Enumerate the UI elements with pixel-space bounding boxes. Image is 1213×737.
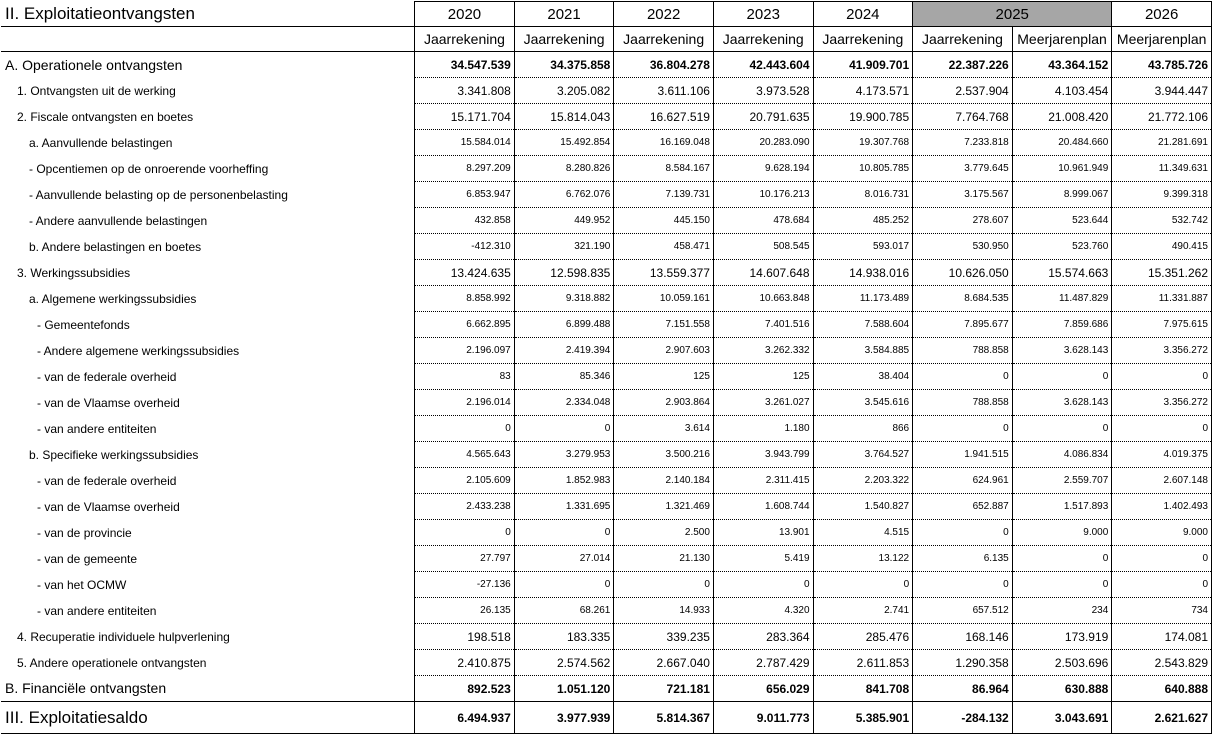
cell-value: 1.941.515: [913, 442, 1013, 468]
table-row: [1, 546, 1212, 572]
cell-value: 34.375.858: [514, 52, 614, 78]
cell-value: 490.415: [1112, 234, 1212, 260]
cell-value: 9.628.194: [713, 156, 813, 182]
cell-value: 2.500: [614, 520, 714, 546]
cell-value: 734: [1112, 598, 1212, 624]
cell-value: 6.662.895: [415, 312, 515, 338]
cell-value: 2.410.875: [415, 650, 515, 676]
cell-value: 3.977.939: [514, 702, 614, 734]
year-2022: 2022: [614, 2, 714, 27]
cell-value: 432.858: [415, 208, 515, 234]
cell-value: 0: [514, 572, 614, 598]
cell-value: 0: [415, 520, 515, 546]
cell-value: 10.626.050: [913, 260, 1013, 286]
cell-value: 6.762.076: [514, 182, 614, 208]
cell-value: 11.487.829: [1012, 286, 1112, 312]
cell-value: -27.136: [415, 572, 515, 598]
cell-value: 321.190: [514, 234, 614, 260]
table-row: [1, 416, 1212, 442]
cell-value: 3.973.528: [713, 78, 813, 104]
cell-value: 8.280.826: [514, 156, 614, 182]
cell-value: 10.961.949: [1012, 156, 1112, 182]
cell-value: 3.500.216: [614, 442, 714, 468]
cell-value: 0: [1012, 364, 1112, 390]
cell-value: 11.331.887: [1112, 286, 1212, 312]
cell-value: 9.000: [1012, 520, 1112, 546]
cell-value: 656.029: [713, 676, 813, 702]
row-label: - Aanvullende belasting op de personenbelasting: [29, 187, 288, 202]
cell-value: 183.335: [514, 624, 614, 650]
cell-value: 11.173.489: [813, 286, 913, 312]
cell-value: 1.290.358: [913, 650, 1013, 676]
cell-value: 0: [813, 572, 913, 598]
cell-value: 4.019.375: [1112, 442, 1212, 468]
cell-value: 16.627.519: [614, 104, 714, 130]
cell-value: 3.779.645: [913, 156, 1013, 182]
cell-value: 15.492.854: [514, 130, 614, 156]
cell-value: 15.171.704: [415, 104, 515, 130]
cell-value: 2.433.238: [415, 494, 515, 520]
cell-value: 2.607.148: [1112, 468, 1212, 494]
cell-value: 20.791.635: [713, 104, 813, 130]
cell-value: 2.203.322: [813, 468, 913, 494]
cell-value: 36.804.278: [614, 52, 714, 78]
cell-value: 2.419.394: [514, 338, 614, 364]
column-type: Jaarrekening: [713, 27, 813, 52]
cell-value: 788.858: [913, 390, 1013, 416]
cell-value: 530.950: [913, 234, 1013, 260]
cell-value: 7.764.768: [913, 104, 1013, 130]
cell-value: 2.903.864: [614, 390, 714, 416]
cell-value: 2.621.627: [1112, 702, 1212, 734]
cell-value: 0: [913, 520, 1013, 546]
cell-value: 458.471: [614, 234, 714, 260]
cell-value: 339.235: [614, 624, 714, 650]
cell-value: 1.402.493: [1112, 494, 1212, 520]
cell-value: 2.311.415: [713, 468, 813, 494]
row-label: - Andere algemene werkingssubsidies: [37, 343, 240, 358]
row-label: 5. Andere operationele ontvangsten: [17, 655, 207, 670]
cell-value: -284.132: [913, 702, 1013, 734]
cell-value: 2.140.184: [614, 468, 714, 494]
cell-value: 9.318.882: [514, 286, 614, 312]
table-row: [1, 234, 1212, 260]
cell-value: 7.588.604: [813, 312, 913, 338]
row-label: III. Exploitatiesaldo: [1, 702, 415, 734]
cell-value: 841.708: [813, 676, 913, 702]
table-row: [1, 572, 1212, 598]
cell-value: 2.543.829: [1112, 650, 1212, 676]
row-label: - van de gemeente: [37, 551, 138, 566]
table-row: [1, 52, 1212, 78]
cell-value: 19.900.785: [813, 104, 913, 130]
cell-value: 640.888: [1112, 676, 1212, 702]
cell-value: 7.401.516: [713, 312, 813, 338]
cell-value: 3.279.953: [514, 442, 614, 468]
cell-value: 2.667.040: [614, 650, 714, 676]
cell-value: 3.614: [614, 416, 714, 442]
table-row: [1, 364, 1212, 390]
cell-value: 0: [1112, 572, 1212, 598]
cell-value: 21.281.691: [1112, 130, 1212, 156]
cell-value: 21.772.106: [1112, 104, 1212, 130]
cell-value: 0: [415, 416, 515, 442]
cell-value: 285.476: [813, 624, 913, 650]
cell-value: 7.975.615: [1112, 312, 1212, 338]
cell-value: 13.559.377: [614, 260, 714, 286]
cell-value: 7.139.731: [614, 182, 714, 208]
exploitatie-table: [1, 1, 1212, 734]
cell-value: -412.310: [415, 234, 515, 260]
cell-value: 4.565.643: [415, 442, 515, 468]
cell-value: 8.858.992: [415, 286, 515, 312]
cell-value: 21.008.420: [1012, 104, 1112, 130]
row-label: - van andere entiteiten: [37, 421, 157, 436]
table-row: [1, 650, 1212, 676]
cell-value: 15.574.663: [1012, 260, 1112, 286]
cell-value: 0: [913, 364, 1013, 390]
cell-value: 624.961: [913, 468, 1013, 494]
cell-value: 10.176.213: [713, 182, 813, 208]
cell-value: 14.938.016: [813, 260, 913, 286]
table-row: [1, 104, 1212, 130]
cell-value: 3.628.143: [1012, 338, 1112, 364]
cell-value: 485.252: [813, 208, 913, 234]
cell-value: 3.944.447: [1112, 78, 1212, 104]
row-label: B. Financiële ontvangsten: [5, 680, 167, 697]
cell-value: 2.907.603: [614, 338, 714, 364]
cell-value: 86.964: [913, 676, 1013, 702]
header-blank: [1, 27, 415, 52]
cell-value: 15.814.043: [514, 104, 614, 130]
cell-value: 10.059.161: [614, 286, 714, 312]
cell-value: 10.663.848: [713, 286, 813, 312]
row-label: 1. Ontvangsten uit de werking: [17, 83, 176, 98]
cell-value: 0: [1112, 416, 1212, 442]
cell-value: 5.814.367: [614, 702, 714, 734]
cell-value: 8.999.067: [1012, 182, 1112, 208]
cell-value: 0: [1112, 364, 1212, 390]
cell-value: 27.797: [415, 546, 515, 572]
row-label: - Gemeentefonds: [37, 317, 130, 332]
cell-value: 14.607.648: [713, 260, 813, 286]
cell-value: 866: [813, 416, 913, 442]
table-row: [1, 182, 1212, 208]
cell-value: 3.628.143: [1012, 390, 1112, 416]
cell-value: 3.584.885: [813, 338, 913, 364]
cell-value: 125: [713, 364, 813, 390]
cell-value: 3.611.106: [614, 78, 714, 104]
cell-value: 3.356.272: [1112, 390, 1212, 416]
cell-value: 4.103.454: [1012, 78, 1112, 104]
cell-value: 9.000: [1112, 520, 1212, 546]
row-label: - Andere aanvullende belastingen: [29, 213, 208, 228]
cell-value: 1.540.827: [813, 494, 913, 520]
cell-value: 43.785.726: [1112, 52, 1212, 78]
cell-value: 198.518: [415, 624, 515, 650]
table-row: [1, 312, 1212, 338]
cell-value: 168.146: [913, 624, 1013, 650]
header-years-row: [1, 2, 1212, 27]
cell-value: 0: [1012, 572, 1112, 598]
cell-value: 0: [713, 572, 813, 598]
cell-value: 4.173.571: [813, 78, 913, 104]
cell-value: 6.494.937: [415, 702, 515, 734]
cell-value: 652.887: [913, 494, 1013, 520]
cell-value: 4.086.834: [1012, 442, 1112, 468]
cell-value: 9.399.318: [1112, 182, 1212, 208]
cell-value: 0: [1112, 546, 1212, 572]
cell-value: 8.584.167: [614, 156, 714, 182]
row-label: - van de Vlaamse overheid: [37, 395, 180, 410]
cell-value: 2.334.048: [514, 390, 614, 416]
cell-value: 2.503.696: [1012, 650, 1112, 676]
cell-value: 3.545.616: [813, 390, 913, 416]
row-label: - van andere entiteiten: [37, 603, 157, 618]
cell-value: 892.523: [415, 676, 515, 702]
cell-value: 3.261.027: [713, 390, 813, 416]
row-label: - van de Vlaamse overheid: [37, 499, 180, 514]
row-label: b. Specifieke werkingssubsidies: [29, 447, 199, 462]
cell-value: 2.611.853: [813, 650, 913, 676]
cell-value: 0: [1012, 546, 1112, 572]
cell-value: 2.787.429: [713, 650, 813, 676]
cell-value: 6.853.947: [415, 182, 515, 208]
cell-value: 43.364.152: [1012, 52, 1112, 78]
cell-value: 532.742: [1112, 208, 1212, 234]
cell-value: 16.169.048: [614, 130, 714, 156]
row-label: 2. Fiscale ontvangsten en boetes: [17, 109, 194, 124]
table-row: [1, 208, 1212, 234]
row-label: 3. Werkingssubsidies: [17, 265, 131, 280]
table-row: [1, 468, 1212, 494]
cell-value: 283.364: [713, 624, 813, 650]
table-row: [1, 78, 1212, 104]
cell-value: 593.017: [813, 234, 913, 260]
table-row: [1, 260, 1212, 286]
cell-value: 234: [1012, 598, 1112, 624]
cell-value: 19.307.768: [813, 130, 913, 156]
cell-value: 278.607: [913, 208, 1013, 234]
year-2023: 2023: [713, 2, 813, 27]
cell-value: 20.283.090: [713, 130, 813, 156]
cell-value: 0: [913, 572, 1013, 598]
table-row: [1, 520, 1212, 546]
cell-value: 1.051.120: [514, 676, 614, 702]
cell-value: 83: [415, 364, 515, 390]
column-type: Meerjarenplan: [1112, 27, 1212, 52]
cell-value: 27.014: [514, 546, 614, 572]
cell-value: 11.349.631: [1112, 156, 1212, 182]
cell-value: 85.346: [514, 364, 614, 390]
table-row: [1, 442, 1212, 468]
cell-value: 3.764.527: [813, 442, 913, 468]
column-type: Jaarrekening: [913, 27, 1013, 52]
cell-value: 721.181: [614, 676, 714, 702]
table-row: [1, 598, 1212, 624]
cell-value: 2.741: [813, 598, 913, 624]
cell-value: 7.895.677: [913, 312, 1013, 338]
cell-value: 8.684.535: [913, 286, 1013, 312]
year-2024: 2024: [813, 2, 913, 27]
cell-value: 68.261: [514, 598, 614, 624]
row-label: a. Algemene werkingssubsidies: [29, 291, 197, 306]
cell-value: 1.517.893: [1012, 494, 1112, 520]
cell-value: 1.852.983: [514, 468, 614, 494]
table-title: II. Exploitatieontvangsten: [1, 2, 415, 27]
table-row: [1, 702, 1212, 734]
cell-value: 445.150: [614, 208, 714, 234]
cell-value: 3.356.272: [1112, 338, 1212, 364]
cell-value: 2.196.097: [415, 338, 515, 364]
row-label: - Opcentiemen op de onroerende voorheffing: [29, 161, 269, 176]
column-type: Jaarrekening: [514, 27, 614, 52]
column-type: Jaarrekening: [415, 27, 515, 52]
row-label: a. Aanvullende belastingen: [29, 135, 173, 150]
row-label: - van de federale overheid: [37, 369, 177, 384]
cell-value: 3.175.567: [913, 182, 1013, 208]
cell-value: 449.952: [514, 208, 614, 234]
cell-value: 5.385.901: [813, 702, 913, 734]
cell-value: 657.512: [913, 598, 1013, 624]
cell-value: 7.233.818: [913, 130, 1013, 156]
cell-value: 8.297.209: [415, 156, 515, 182]
header-types-row: [1, 27, 1212, 52]
table-row: [1, 624, 1212, 650]
cell-value: 34.547.539: [415, 52, 515, 78]
cell-value: 1.608.744: [713, 494, 813, 520]
row-label: - van de federale overheid: [37, 473, 177, 488]
cell-value: 4.320: [713, 598, 813, 624]
cell-value: 125: [614, 364, 714, 390]
row-label: 4. Recuperatie individuele hulpverlening: [17, 629, 230, 644]
cell-value: 2.537.904: [913, 78, 1013, 104]
cell-value: 14.933: [614, 598, 714, 624]
row-label: - van het OCMW: [37, 577, 127, 592]
cell-value: 3.262.332: [713, 338, 813, 364]
cell-value: 13.424.635: [415, 260, 515, 286]
cell-value: 1.321.469: [614, 494, 714, 520]
cell-value: 12.598.835: [514, 260, 614, 286]
cell-value: 1.180: [713, 416, 813, 442]
cell-value: 788.858: [913, 338, 1013, 364]
cell-value: 0: [514, 520, 614, 546]
cell-value: 0: [1012, 416, 1112, 442]
table-row: [1, 494, 1212, 520]
table-row: [1, 338, 1212, 364]
cell-value: 38.404: [813, 364, 913, 390]
cell-value: 0: [514, 416, 614, 442]
cell-value: 10.805.785: [813, 156, 913, 182]
cell-value: 22.387.226: [913, 52, 1013, 78]
cell-value: 3.943.799: [713, 442, 813, 468]
cell-value: 0: [913, 416, 1013, 442]
cell-value: 2.559.707: [1012, 468, 1112, 494]
year-2026: 2026: [1112, 2, 1212, 27]
row-label: - van de provincie: [37, 525, 132, 540]
cell-value: 8.016.731: [813, 182, 913, 208]
cell-value: 13.901: [713, 520, 813, 546]
cell-value: 13.122: [813, 546, 913, 572]
cell-value: 3.341.808: [415, 78, 515, 104]
row-label: A. Operationele ontvangsten: [1, 52, 415, 78]
table-row: [1, 130, 1212, 156]
cell-value: 7.151.558: [614, 312, 714, 338]
cell-value: 15.584.014: [415, 130, 515, 156]
cell-value: 523.644: [1012, 208, 1112, 234]
cell-value: 508.545: [713, 234, 813, 260]
table-row: [1, 156, 1212, 182]
cell-value: 478.684: [713, 208, 813, 234]
cell-value: 4.515: [813, 520, 913, 546]
cell-value: 15.351.262: [1112, 260, 1212, 286]
cell-value: 42.443.604: [713, 52, 813, 78]
cell-value: 0: [614, 572, 714, 598]
cell-value: 523.760: [1012, 234, 1112, 260]
cell-value: 2.574.562: [514, 650, 614, 676]
cell-value: 6.135: [913, 546, 1013, 572]
column-type: Jaarrekening: [813, 27, 913, 52]
cell-value: 3.205.082: [514, 78, 614, 104]
table-row: [1, 390, 1212, 416]
cell-value: 41.909.701: [813, 52, 913, 78]
cell-value: 21.130: [614, 546, 714, 572]
year-2021: 2021: [514, 2, 614, 27]
year-2025: 2025: [913, 2, 1112, 27]
cell-value: 174.081: [1112, 624, 1212, 650]
cell-value: 2.196.014: [415, 390, 515, 416]
column-type: Jaarrekening: [614, 27, 714, 52]
cell-value: 7.859.686: [1012, 312, 1112, 338]
cell-value: 5.419: [713, 546, 813, 572]
cell-value: 2.105.609: [415, 468, 515, 494]
cell-value: 630.888: [1012, 676, 1112, 702]
cell-value: 20.484.660: [1012, 130, 1112, 156]
cell-value: 3.043.691: [1012, 702, 1112, 734]
cell-value: 1.331.695: [514, 494, 614, 520]
year-2020: 2020: [415, 2, 515, 27]
cell-value: 6.899.488: [514, 312, 614, 338]
cell-value: 173.919: [1012, 624, 1112, 650]
column-type: Meerjarenplan: [1012, 27, 1112, 52]
table-row: [1, 286, 1212, 312]
table-row: [1, 676, 1212, 702]
cell-value: 9.011.773: [713, 702, 813, 734]
cell-value: 26.135: [415, 598, 515, 624]
row-label: b. Andere belastingen en boetes: [29, 239, 202, 254]
